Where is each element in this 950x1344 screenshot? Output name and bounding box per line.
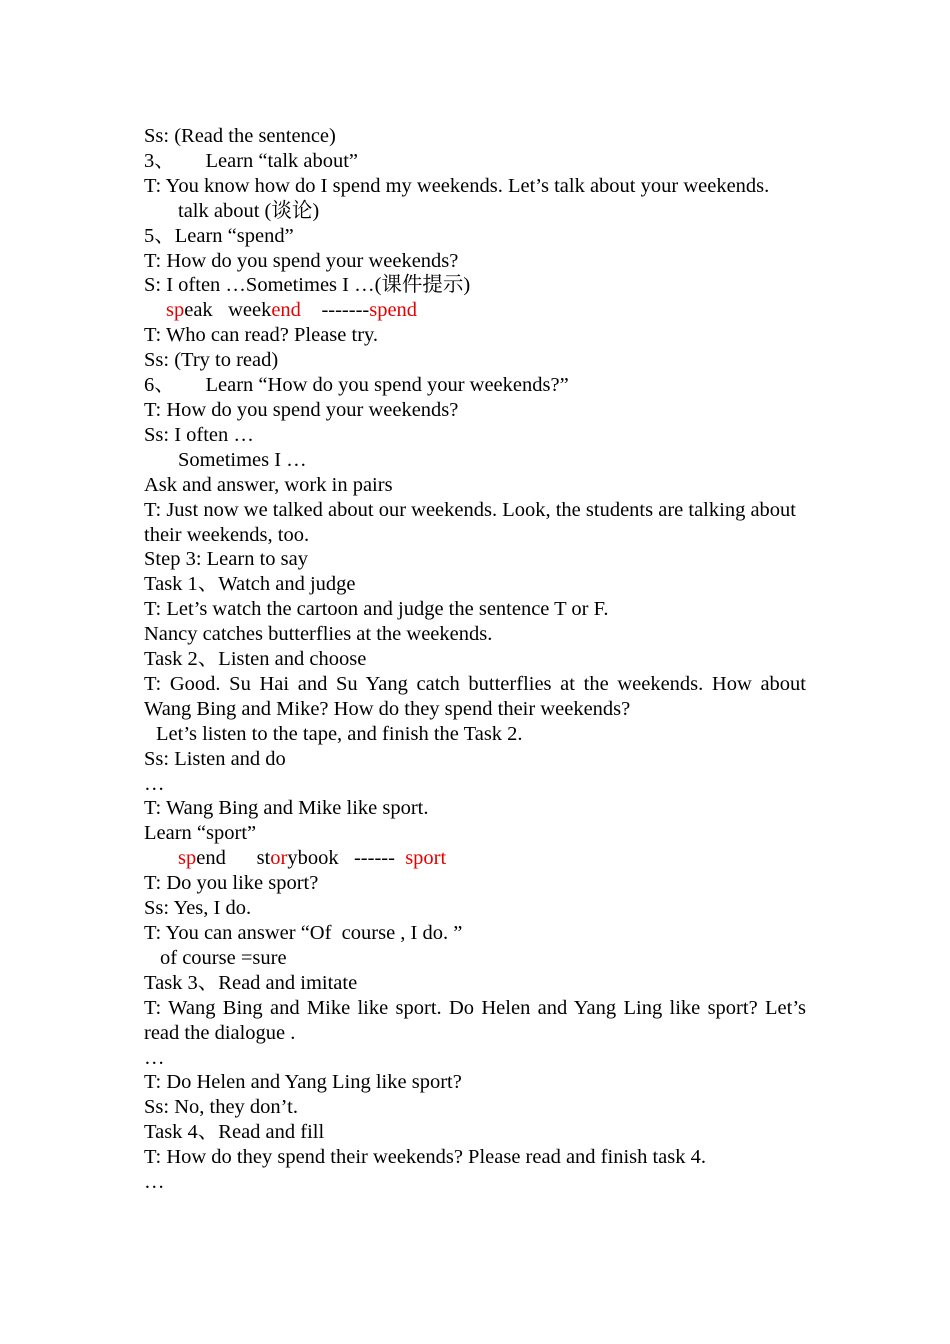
text-line: T: Who can read? Please try. xyxy=(144,324,379,347)
phonics-text: st xyxy=(256,847,271,870)
text-paragraph: T: Good. Su Hai and Su Yang catch butterflies at the weekends. How about Wang Bing and Mike? How do they spend their weekends? xyxy=(144,672,806,720)
ellipsis-line: … xyxy=(144,772,165,795)
text-line: Ss: Listen and do xyxy=(144,747,286,770)
phonics-line-sport xyxy=(144,846,806,871)
phonics-text: eak xyxy=(184,299,213,322)
section-heading: 5、Learn “spend” xyxy=(144,224,294,247)
text-line: T: Let’s watch the cartoon and judge the sentence T or F. xyxy=(144,598,609,621)
text-paragraph: T: You know how do I spend my weekends. Let’s talk about your weekends. xyxy=(144,174,770,197)
text-paragraph: T: Wang Bing and Mike like sport. Do Helen and Yang Ling like sport? Let’s read the dialogue . xyxy=(144,996,806,1044)
phonics-text: ybook xyxy=(287,847,339,870)
text-line: Nancy catches butterflies at the weekends. xyxy=(144,623,493,646)
text-line: S: I often …Sometimes I …(课件提示) xyxy=(144,274,471,297)
text-line: Ss: Yes, I do. xyxy=(144,897,252,920)
document-page xyxy=(144,124,806,1195)
section-heading: Step 3: Learn to say xyxy=(144,548,308,571)
text-line: Sometimes I … xyxy=(178,448,307,471)
phonics-text: end xyxy=(196,847,226,870)
text-line: T: Wang Bing and Mike like sport. xyxy=(144,797,429,820)
phonics-highlight: sp xyxy=(166,299,185,322)
phonics-result: spend xyxy=(369,299,418,322)
phonics-highlight: or xyxy=(270,847,288,870)
phonics-separator: ------- xyxy=(321,299,370,322)
text-line: Ss: (Try to read) xyxy=(144,349,279,372)
phonics-highlight: sp xyxy=(178,847,197,870)
text-line: T: How do you spend your weekends? xyxy=(144,249,459,272)
text-line: of course =sure xyxy=(160,946,287,969)
ellipsis-line: … xyxy=(144,1171,165,1194)
text-line: Learn “sport” xyxy=(144,822,257,845)
text-line: Ss: (Read the sentence) xyxy=(144,125,336,147)
task-heading: Task 2、Listen and choose xyxy=(144,648,367,671)
section-heading: 3、 Learn “talk about” xyxy=(144,149,359,172)
phonics-separator: ------ xyxy=(353,847,395,870)
text-line: talk about (谈论) xyxy=(178,199,320,222)
phonics-line-spend xyxy=(144,298,806,323)
text-paragraph: T: Just now we talked about our weekends. Look, the students are talking about their weekends, too. xyxy=(144,498,796,546)
phonics-text: week xyxy=(228,299,272,322)
phonics-highlight: end xyxy=(271,299,301,322)
text-line: T: Do Helen and Yang Ling like sport? xyxy=(144,1071,462,1094)
text-line: T: Do you like sport? xyxy=(144,872,319,895)
text-line: Ss: I often … xyxy=(144,423,254,446)
task-heading: Task 4、Read and fill xyxy=(144,1121,325,1144)
task-heading: Task 3、Read and imitate xyxy=(144,971,358,994)
task-heading: Task 1、Watch and judge xyxy=(144,573,356,596)
section-heading: 6、 Learn “How do you spend your weekends?” xyxy=(144,374,569,397)
phonics-result: sport xyxy=(405,847,447,870)
text-line: T: How do you spend your weekends? xyxy=(144,398,459,421)
text-line: Ss: No, they don’t. xyxy=(144,1096,298,1119)
text-line: Ask and answer, work in pairs xyxy=(144,473,393,496)
text-line: T: How do they spend their weekends? Please read and finish task 4. xyxy=(144,1146,707,1169)
text-line: T: You can answer “Of course , I do. ” xyxy=(144,922,463,944)
text-line: Let’s listen to the tape, and finish the Task 2. xyxy=(156,722,523,745)
ellipsis-line: … xyxy=(144,1046,165,1069)
